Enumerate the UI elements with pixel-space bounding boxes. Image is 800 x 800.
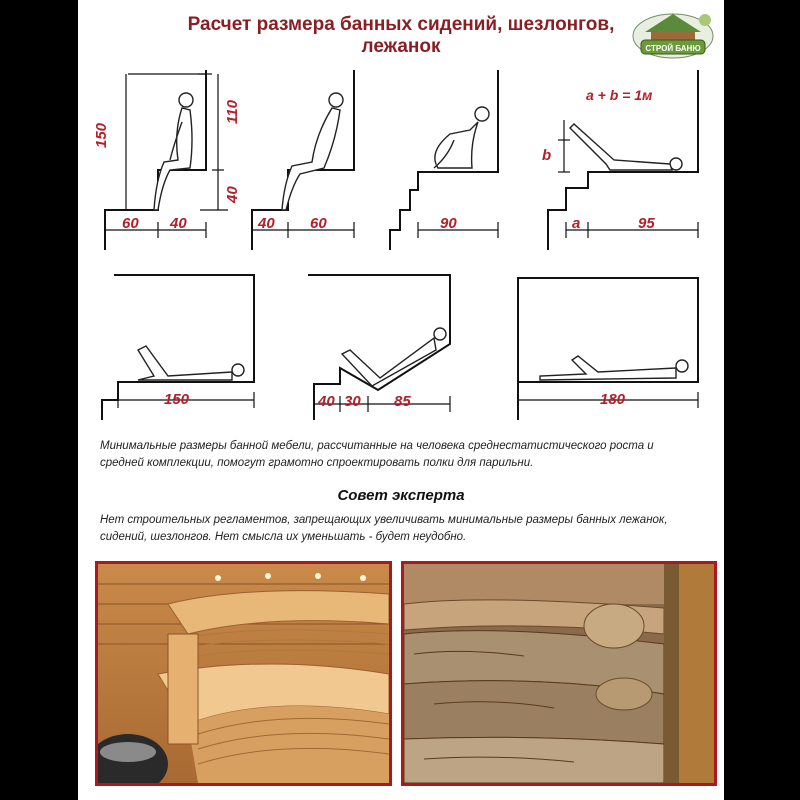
- diagram-sitting-upright: [93, 70, 241, 250]
- log-sauna-benches-photo: [401, 561, 717, 786]
- logo-text: СТРОЙ БАНЮ: [645, 44, 701, 53]
- dim-label-95: 95: [638, 215, 655, 232]
- dim-label-30: 30: [344, 393, 361, 410]
- diagram-lounger-inclined: [308, 275, 450, 420]
- formula-label: a + b = 1м: [586, 87, 653, 103]
- dim-label-40-vertical: 40: [224, 186, 241, 203]
- dim-label-b: b: [542, 147, 552, 164]
- infographic-sheet: [78, 0, 724, 800]
- diagram-sitting-reclined: [252, 70, 354, 250]
- dim-label-40: 40: [170, 215, 187, 232]
- diagram-sitting-knees-up: [390, 70, 498, 250]
- dim-label-40: 40: [258, 215, 275, 232]
- dim-label-150: 150: [93, 122, 110, 148]
- sauna-wooden-benches-photo: [95, 561, 392, 786]
- diagram-lying-flat-stepped: [102, 275, 254, 420]
- expert-title: Совет эксперта: [337, 487, 465, 504]
- dim-label-85: 85: [394, 393, 411, 410]
- diagram-legs-raised: [542, 70, 698, 250]
- dim-label-150: 150: [164, 391, 190, 408]
- title-line-2: лежанок: [361, 36, 441, 57]
- dim-label-90: 90: [440, 215, 457, 232]
- caption-text: Минимальные размеры банной мебели, рассчитанные на человека среднестатистического роста и средней комплекции, помогут грамотно спроектировать полки для парильни.: [100, 440, 654, 469]
- dim-label-a: a: [572, 215, 581, 232]
- expert-note: Нет строительных регламентов, запрещающих увеличивать минимальные размеры банных лежанок, сидений, шезлонгов. Нет смысла их уменьшать - будет неудобно.: [100, 514, 668, 543]
- dim-label-40: 40: [318, 393, 335, 410]
- dim-label-110: 110: [224, 100, 241, 124]
- dim-label-60: 60: [310, 215, 327, 232]
- title-line-1: Расчет размера банных сидений, шезлонгов,: [187, 14, 615, 35]
- diagram-lying-flat-long: [518, 278, 698, 420]
- dim-label-60: 60: [122, 215, 139, 232]
- dim-label-180: 180: [600, 391, 626, 408]
- diagrams-area: [78, 60, 724, 430]
